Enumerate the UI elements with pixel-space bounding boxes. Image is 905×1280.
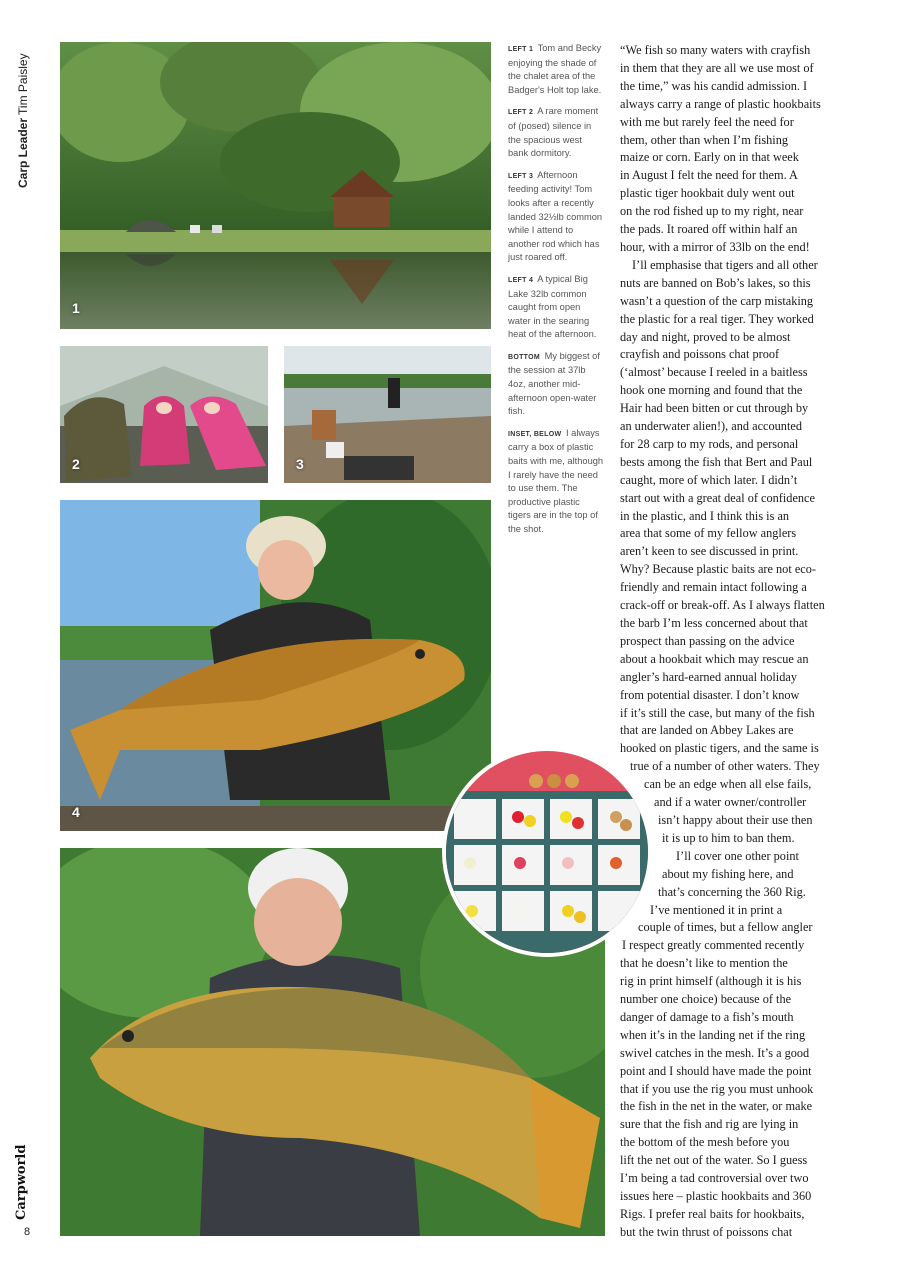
photo-captions (508, 42, 604, 545)
body-line: with me but rarely feel the need for (620, 114, 794, 129)
photo-number: 3 (296, 456, 304, 472)
body-line: the fish in the net in the water, or make (620, 1099, 813, 1114)
body-line: for 28 carp to my rods, and personal (620, 436, 799, 451)
body-line: angler’s hard-earned annual holiday (620, 669, 797, 684)
common-carp-image (60, 500, 491, 831)
body-line: bests among the fish that Bert and Paul (620, 454, 813, 469)
body-line: day and night, proved to be almost (620, 329, 791, 344)
dormitory-image (60, 346, 268, 483)
body-line: I’ll cover one other point (676, 848, 799, 863)
body-line: isn’t happy about their use then (658, 812, 813, 827)
running-header (14, 40, 34, 200)
photo-common-carp (60, 500, 491, 831)
photo-chalet-lake (60, 42, 491, 329)
body-line: that’s concerning the 360 Rig. (658, 884, 806, 899)
body-line: I respect greatly commented recently (622, 938, 805, 953)
caption-inset: INSET, BELOW I always carry a box of plastic baits with me, although I rarely have the need to use them. The productive plastic tigers are in the top of the shot. (508, 427, 604, 534)
magazine-name: Carpworld (14, 1144, 29, 1220)
body-line: danger of damage to a fish’s mouth (620, 1009, 794, 1024)
body-line: from potential disaster. I don’t know (620, 687, 800, 702)
body-line: I’m being a tad controversial over two (620, 1171, 809, 1186)
photo-number: 4 (72, 804, 80, 820)
body-line: crayfish and poissons chat proof (620, 347, 780, 362)
body-line: caught, more of which later. I didn’t (620, 472, 798, 487)
body-line: rig in print himself (although it is his (620, 974, 802, 989)
photo-number: 1 (72, 300, 80, 316)
body-line: that if you use the rig you must unhook (620, 1081, 814, 1096)
photo-number: 2 (72, 456, 80, 472)
body-line: Hair had been bitten or cut through by (620, 401, 809, 416)
body-line: an underwater alien!), and accounted (620, 419, 802, 434)
caption-left-4: LEFT 4 A typical Big Lake 32lb common caught from open water in the searing heat of the afternoon. (508, 273, 597, 340)
body-line: area that some of my fellow anglers (620, 526, 797, 541)
page-number: 8 (24, 1226, 31, 1238)
body-line: aren’t keen to see discussed in print. (620, 544, 799, 559)
body-line: the barb I’m less concerned about that (620, 616, 808, 630)
body-line: if it’s still the case, but many of the fish (620, 705, 815, 720)
body-line: (‘almost’ because I reeled in a baitless (620, 365, 808, 380)
body-line: that he doesn’t like to mention the (620, 956, 788, 971)
magazine-logo (14, 1144, 38, 1230)
body-line: about a hookbait which may rescue an (620, 651, 809, 666)
body-line: on the rod fished up to my right, near (620, 204, 804, 219)
body-line: start out with a great deal of confidence (620, 490, 815, 505)
body-line: number one choice) because of the (620, 992, 792, 1007)
photo-dormitory (60, 346, 268, 483)
body-line: true of a number of other waters. They (630, 759, 820, 774)
body-line: in the plastic, and I think this is an (620, 508, 790, 523)
body-line: lift the net out of the water. So I guess (620, 1153, 808, 1168)
chalet-lake-image (60, 42, 491, 329)
body-line: the pads. It roared off within half an (620, 222, 798, 237)
caption-left-3: LEFT 3 Afternoon feeding activity! Tom looks after a recently landed 32½lb common while I attend to another rod which has just roared off. (508, 169, 603, 263)
body-line: hour, with a mirror of 33lb on the end! (620, 239, 810, 254)
body-line: wasn’t a question of the carp mistaking (620, 293, 814, 308)
body-line: the bottom of the mesh before you (620, 1135, 790, 1150)
body-line: in August I felt the need for them. A (620, 168, 798, 183)
body-line: that are landed on Abbey Lakes are (620, 723, 794, 738)
body-line: can be an edge when all else fails, (644, 777, 812, 792)
body-line: Why? Because plastic baits are not eco- (620, 562, 816, 577)
body-line: I’ve mentioned it in print a (650, 902, 783, 917)
body-line: in them that they are all we use most of (620, 60, 814, 75)
body-line: them, other than when I’m fishing (620, 132, 789, 147)
feeding-image (284, 346, 491, 483)
body-line: maize or corn. Early on in that week (620, 150, 799, 165)
body-line: Rigs. I prefer real baits for hookbaits, (620, 1206, 805, 1221)
body-line: about my fishing here, and (662, 866, 794, 881)
body-line: I’ll emphasise that tigers and all other (632, 257, 818, 272)
body-line: couple of times, but a fellow angler (638, 920, 813, 935)
baits-box-image (446, 751, 648, 953)
body-line: when it’s in the landing net if the ring (620, 1027, 806, 1042)
body-line: but the twin thrust of poissons chat (620, 1224, 793, 1239)
body-line: issues here – plastic hookbaits and 360 (620, 1189, 812, 1203)
body-line: point and I should have made the point (620, 1063, 812, 1078)
body-line: the time,” was his candid admission. I (620, 78, 808, 93)
body-line: it is up to him to ban them. (662, 830, 795, 845)
body-line: and if a water owner/controller (654, 795, 807, 810)
article-body (620, 42, 830, 1242)
body-line: the plastic for a real tiger. They worked (620, 311, 814, 326)
body-line: hooked on plastic tigers, and the same is (620, 741, 819, 756)
body-line: prospect than passing on the advice (620, 633, 795, 648)
section-title: Carp Leader (16, 117, 30, 188)
body-line: sure that the fish and rig are lying in (620, 1117, 799, 1132)
caption-bottom: BOTTOM My biggest of the session at 37lb 4oz, another mid-afternoon open-water fish. (508, 350, 600, 417)
body-line: plastic tiger hookbait duly went out (620, 186, 795, 201)
body-line: “We fish so many waters with crayfish (620, 43, 811, 57)
body-line: crack-off or break-off. As I always flatten (620, 598, 825, 613)
body-line: friendly and remain intact following a (620, 580, 807, 595)
author-name: Tim Paisley (16, 53, 30, 115)
caption-left-1: LEFT 1 Tom and Becky enjoying the shade of the chalet area of the Badger's Holt top lake. (508, 43, 602, 95)
caption-left-2: LEFT 2 A rare moment of (posed) silence in the spacious west bank dormitory. (508, 106, 599, 159)
photo-feeding (284, 346, 491, 483)
body-line: always carry a range of plastic hookbaits (620, 96, 821, 111)
body-line: swivel catches in the mesh. It’s a good (620, 1045, 810, 1060)
body-line: hook one morning and found that the (620, 383, 803, 398)
body-line: nuts are banned on Bob’s lakes, so this (620, 275, 811, 290)
